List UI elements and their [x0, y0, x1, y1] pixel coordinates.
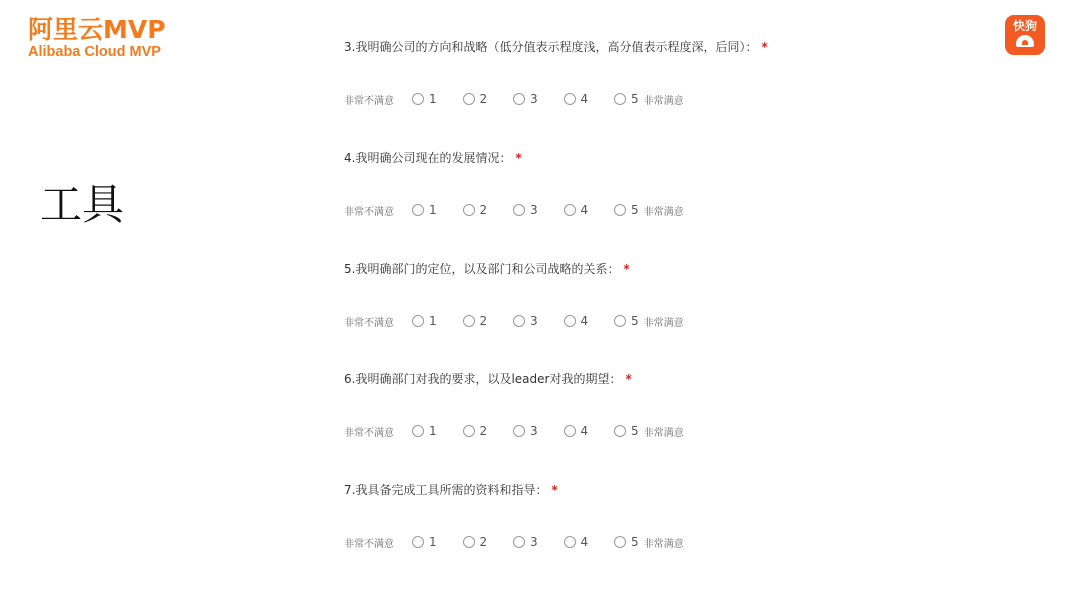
radio-button[interactable] — [412, 204, 424, 216]
radio-button[interactable] — [463, 425, 475, 437]
radio-button[interactable] — [614, 315, 626, 327]
rating-option-5[interactable]: 5 — [614, 424, 639, 438]
radio-button[interactable] — [564, 315, 576, 327]
rating-option-3[interactable]: 3 — [513, 424, 564, 438]
required-marker: * — [551, 483, 558, 497]
dog-icon — [1016, 35, 1034, 47]
rating-scale — [344, 423, 684, 439]
rating-option-1[interactable]: 1 — [412, 314, 463, 328]
rating-option-2[interactable]: 2 — [463, 314, 514, 328]
scale-low-label: 非常不满意 — [344, 95, 394, 107]
required-marker: * — [515, 151, 522, 165]
radio-button[interactable] — [513, 536, 525, 548]
scale-high-label: 非常满意 — [643, 206, 684, 218]
question-text: 5.我明确部门的定位，以及部门和公司战略的关系： * — [344, 262, 630, 276]
rating-option-3[interactable]: 3 — [513, 203, 564, 217]
question-text: 7.我具备完成工具所需的资料和指导： * — [344, 483, 558, 497]
rating-option-4[interactable]: 4 — [564, 203, 615, 217]
radio-button[interactable] — [614, 93, 626, 105]
radio-button[interactable] — [564, 204, 576, 216]
scale-high-label: 非常满意 — [643, 538, 684, 550]
section-title: 工具 — [40, 180, 125, 229]
rating-option-1[interactable]: 1 — [412, 203, 463, 217]
radio-button[interactable] — [614, 536, 626, 548]
scale-low-label: 非常不满意 — [344, 538, 394, 550]
logo-en-text: Alibaba Cloud MVP — [28, 44, 161, 60]
radio-button[interactable] — [564, 536, 576, 548]
rating-option-1[interactable]: 1 — [412, 424, 463, 438]
rating-scale — [344, 313, 684, 329]
rating-scale — [344, 91, 684, 107]
rating-option-2[interactable]: 2 — [463, 92, 514, 106]
required-marker: * — [623, 262, 630, 276]
scale-high-label: 非常满意 — [643, 317, 684, 329]
scale-low-label: 非常不满意 — [344, 427, 394, 439]
radio-button[interactable] — [564, 425, 576, 437]
alibaba-cloud-mvp-logo — [28, 16, 166, 60]
rating-option-4[interactable]: 4 — [564, 92, 615, 106]
rating-option-3[interactable]: 3 — [513, 535, 564, 549]
scale-high-label: 非常满意 — [643, 427, 684, 439]
radio-button[interactable] — [463, 204, 475, 216]
logo-cn-text: 阿里云MVP — [28, 15, 166, 44]
rating-scale — [344, 202, 684, 218]
radio-button[interactable] — [412, 315, 424, 327]
radio-button[interactable] — [513, 93, 525, 105]
rating-option-4[interactable]: 4 — [564, 535, 615, 549]
scale-high-label: 非常满意 — [643, 95, 684, 107]
rating-option-5[interactable]: 5 — [614, 535, 639, 549]
rating-option-5[interactable]: 5 — [614, 92, 639, 106]
radio-button[interactable] — [463, 536, 475, 548]
radio-button[interactable] — [614, 204, 626, 216]
radio-button[interactable] — [412, 425, 424, 437]
rating-option-2[interactable]: 2 — [463, 424, 514, 438]
question-text: 3.我明确公司的方向和战略（低分值表示程度浅，高分值表示程度深，后同）： * — [344, 40, 768, 54]
radio-button[interactable] — [463, 315, 475, 327]
question-text: 4.我明确公司现在的发展情况： * — [344, 151, 522, 165]
rating-option-2[interactable]: 2 — [463, 203, 514, 217]
kuaigou-label: 快狗 — [1012, 19, 1037, 33]
radio-button[interactable] — [513, 425, 525, 437]
scale-low-label: 非常不满意 — [344, 317, 394, 329]
rating-option-4[interactable]: 4 — [564, 314, 615, 328]
rating-option-4[interactable]: 4 — [564, 424, 615, 438]
rating-option-5[interactable]: 5 — [614, 314, 639, 328]
required-marker: * — [761, 40, 768, 54]
kuaigou-watermark-icon — [1005, 15, 1045, 55]
rating-option-1[interactable]: 1 — [412, 92, 463, 106]
rating-option-3[interactable]: 3 — [513, 314, 564, 328]
rating-option-3[interactable]: 3 — [513, 92, 564, 106]
radio-button[interactable] — [614, 425, 626, 437]
radio-button[interactable] — [463, 93, 475, 105]
radio-button[interactable] — [513, 315, 525, 327]
rating-option-1[interactable]: 1 — [412, 535, 463, 549]
rating-option-2[interactable]: 2 — [463, 535, 514, 549]
radio-button[interactable] — [412, 536, 424, 548]
radio-button[interactable] — [513, 204, 525, 216]
radio-button[interactable] — [564, 93, 576, 105]
required-marker: * — [625, 372, 632, 386]
rating-scale — [344, 534, 684, 550]
rating-option-5[interactable]: 5 — [614, 203, 639, 217]
scale-low-label: 非常不满意 — [344, 206, 394, 218]
question-text: 6.我明确部门对我的要求，以及leader对我的期望： * — [344, 372, 632, 386]
radio-button[interactable] — [412, 93, 424, 105]
